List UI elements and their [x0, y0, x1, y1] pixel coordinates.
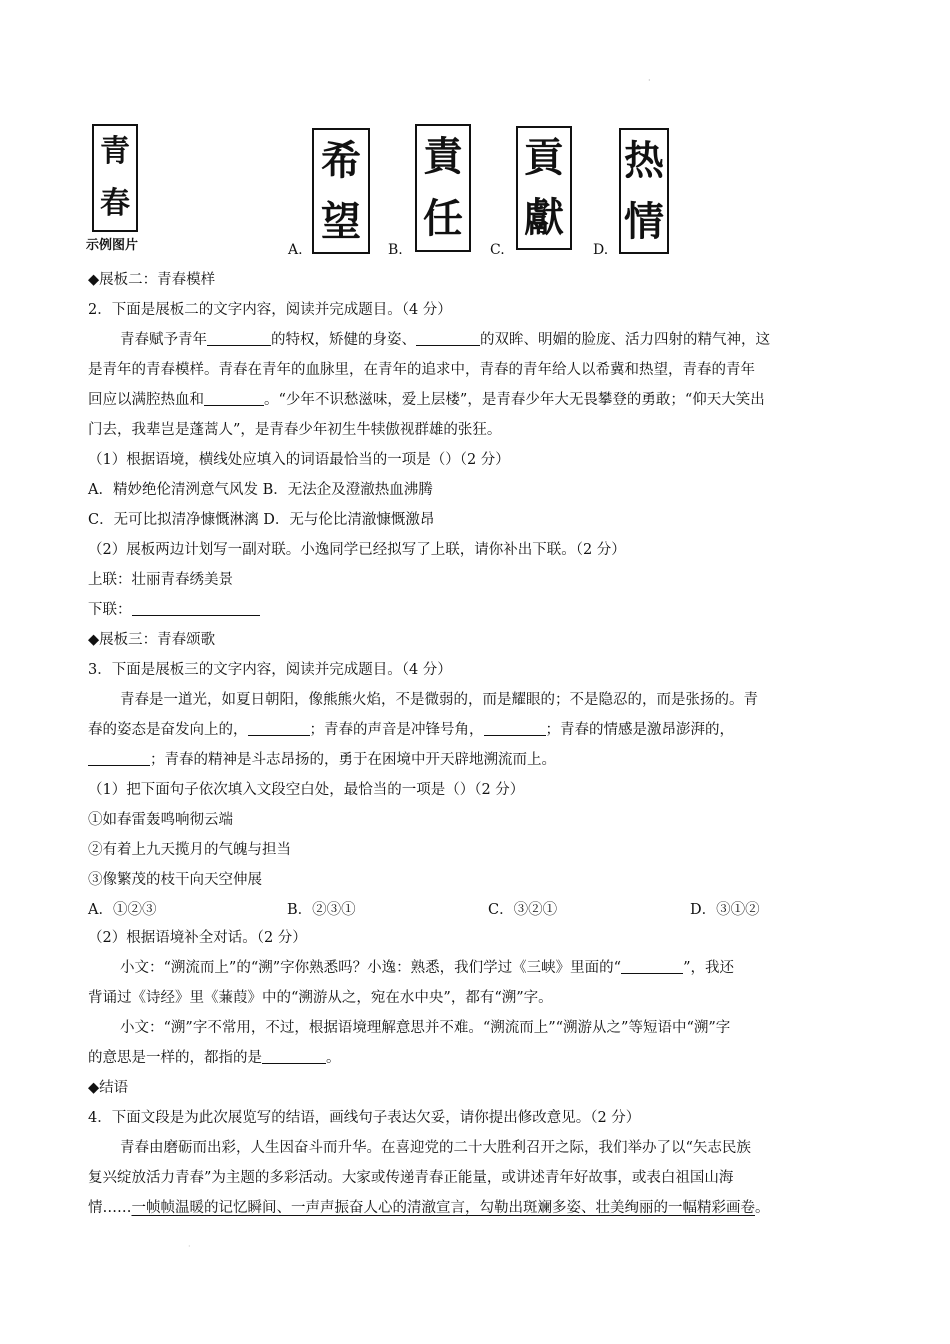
text: 春的姿态是奋发向上的， — [88, 722, 248, 738]
option-c-label: C. — [490, 242, 505, 258]
section-heading-board2: ◆展板二：青春模样 — [88, 272, 216, 288]
sample-seal-image — [92, 124, 138, 232]
question-2-stem: 2．下面是展板二的文字内容，阅读并完成题目。（4 分） — [88, 302, 452, 318]
sentence-2: ②有着上九天揽月的气魄与担当 — [88, 842, 291, 858]
board2-paragraph-line — [120, 330, 770, 350]
board2-paragraph-line — [88, 390, 765, 410]
text: 小文：“溯流而上”的“溯”字你熟悉吗？小逸：熟悉，我们学过《三峡》里面的“ — [120, 960, 622, 976]
seal-char: 貢 — [524, 134, 564, 181]
question-4-stem: 4．下面文段是为此次展览写的结语，画线句子表达欠妥，请你提出修改意见。（2 分） — [88, 1110, 641, 1126]
seal-char: 春 — [100, 186, 130, 221]
section-heading-conclusion: ◆结语 — [88, 1080, 129, 1096]
sentence-1: ①如春雷轰鸣响彻云端 — [88, 812, 233, 828]
board3-paragraph-line — [88, 720, 734, 740]
conclusion-paragraph-line — [88, 1198, 770, 1218]
speck: · — [648, 76, 651, 85]
conclusion-paragraph-line: 复兴绽放活力青春”为主题的多彩活动。大家或传递青春正能量，或讲述青年好故事，或表白祖国山海 — [88, 1170, 734, 1186]
text: ；青春的声音是冲锋号角， — [309, 722, 484, 738]
seal-char: 热 — [624, 136, 664, 184]
option-d-label: D. — [593, 242, 609, 258]
couplet-upper: 上联：壮丽青春绣美景 — [88, 572, 233, 588]
text: 的双眸、明媚的脸庞、活力四射的精气神，这 — [480, 332, 770, 348]
option-b-seal-image — [415, 124, 471, 252]
fill-blank[interactable] — [621, 959, 683, 974]
option-b-label: B. — [388, 242, 403, 258]
answer-blank[interactable] — [132, 601, 260, 616]
option-a: A．①②③ — [88, 902, 157, 918]
text: 的特权，矫健的身姿、 — [271, 332, 416, 348]
dialog-line: 小文：“溯”字不常用，不过，根据语境理解意思并不难。“溯流而上”“溯游从之”等短语中“溯”字 — [120, 1020, 731, 1036]
text: 。 — [326, 1050, 341, 1066]
couplet-lower — [88, 600, 260, 620]
dialog-line — [88, 1048, 341, 1068]
options-ab: A．精妙绝伦清洌意气风发 B．无法企及澄澈热血沸腾 — [88, 482, 433, 498]
options-cd: C．无可比拟清净慷慨淋漓 D．无与伦比清澈慷慨激昂 — [88, 512, 435, 528]
board2-paragraph-line: 是青年的青春模样。青春在青年的血脉里，在青年的追求中，青春的青年给人以希冀和热望，青春的青年 — [88, 362, 755, 378]
underlined-sentence: 一帧帧温暖的记忆瞬间、一声声振奋人心的清澈宣言，勾勒出斑斓多姿、壮美绚丽的一幅精彩画卷 — [131, 1200, 755, 1216]
subquestion-2-1: （1）根据语境，横线处应填入的词语最恰当的一项是（）（2 分） — [88, 452, 510, 468]
seal-char: 情 — [624, 197, 664, 245]
board2-paragraph-line: 门去，我辈岂是蓬蒿人”，是青春少年初生牛犊傲视群雄的张狂。 — [88, 422, 502, 438]
subquestion-2-2: （2）展板两边计划写一副对联。小逸同学已经拟写了上联，请你补出下联。（2 分） — [88, 542, 626, 558]
seal-char: 希 — [321, 136, 361, 184]
seal-char: 責 — [423, 133, 463, 180]
text: 回应以满腔热血和 — [88, 392, 204, 408]
question-3-stem: 3．下面是展板三的文字内容，阅读并完成题目。（4 分） — [88, 662, 452, 678]
dialog-line: 背诵过《诗经》里《蒹葭》中的“溯游从之，宛在水中央”，都有“溯”字。 — [88, 990, 553, 1006]
fill-blank[interactable] — [207, 331, 271, 346]
fill-blank[interactable] — [484, 721, 546, 736]
text: ；青春的精神是斗志昂扬的，勇于在困境中开天辟地溯流而上。 — [150, 752, 556, 768]
seal-char: 青 — [100, 134, 130, 169]
text: 青春赋予青年 — [120, 332, 207, 348]
section-heading-board3: ◆展板三：青春颂歌 — [88, 632, 216, 648]
board3-paragraph-line — [88, 750, 556, 770]
option-d-seal-image — [619, 128, 669, 254]
fill-blank[interactable] — [262, 1049, 326, 1064]
subquestion-3-1: （1）把下面句子依次填入文段空白处，最恰当的一项是（）（2 分） — [88, 782, 525, 798]
fill-blank[interactable] — [416, 331, 480, 346]
text: ；青春的情感是激昂澎湃的， — [545, 722, 734, 738]
fill-blank[interactable] — [204, 391, 264, 406]
subquestion-3-2: （2）根据语境补全对话。（2 分） — [88, 930, 307, 946]
fill-blank[interactable] — [88, 751, 150, 766]
dialog-line — [120, 958, 734, 978]
option-c: C．③②① — [488, 902, 558, 918]
option-a-seal-image — [312, 128, 370, 254]
seal-char: 任 — [423, 195, 463, 242]
conclusion-paragraph-line: 青春由磨砺而出彩，人生因奋斗而升华。在喜迎党的二十大胜利召开之际，我们举办了以“矢志民族 — [120, 1140, 751, 1156]
fill-blank[interactable] — [248, 721, 310, 736]
text: ”，我还 — [683, 960, 734, 976]
text: 。 — [755, 1200, 770, 1216]
seal-char: 獻 — [524, 194, 564, 241]
sentence-3: ③像繁茂的枝干向天空伸展 — [88, 872, 262, 888]
text: 下联： — [88, 602, 132, 618]
speck: · — [188, 1242, 191, 1251]
seal-char: 望 — [321, 197, 361, 245]
option-a-label: A. — [288, 242, 303, 258]
option-d: D．③①② — [690, 902, 760, 918]
option-b: B．②③① — [287, 902, 356, 918]
board3-paragraph-line: 青春是一道光，如夏日朝阳，像熊熊火焰，不是微弱的，而是耀眼的；不是隐忍的，而是张扬的。青 — [120, 692, 758, 708]
text: 情…… — [88, 1200, 132, 1216]
text: 的意思是一样的，都指的是 — [88, 1050, 262, 1066]
text: 。“少年不识愁滋味，爱上层楼”，是青春少年大无畏攀登的勇敢；“仰天大笑出 — [264, 392, 765, 408]
option-c-seal-image — [516, 126, 572, 250]
sample-caption: 示例图片 — [86, 238, 139, 253]
